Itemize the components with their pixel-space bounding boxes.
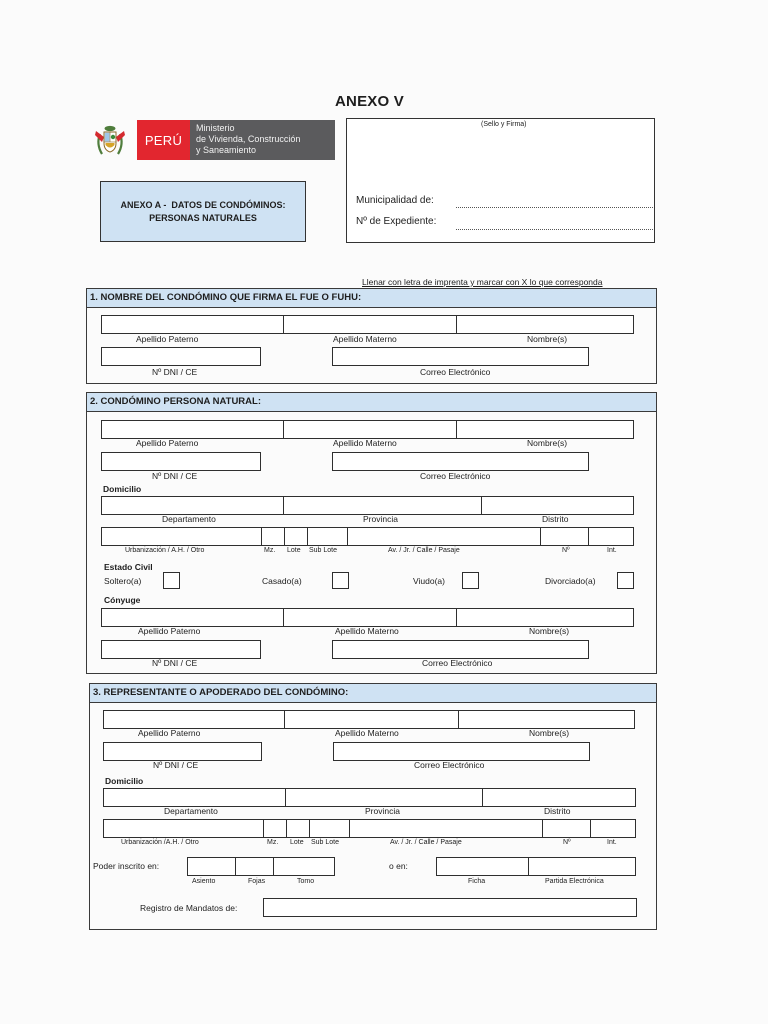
s3-ficha-input[interactable] [436, 857, 529, 876]
s3-email-input[interactable] [333, 742, 590, 761]
s3-departamento-label: Departamento [164, 806, 218, 816]
s2-conyuge-apellido-paterno-input[interactable] [101, 608, 284, 627]
logo-ministry-line-2: de Vivienda, Construcción [196, 134, 301, 144]
s2-conyuge-email-label: Correo Electrónico [422, 658, 493, 668]
s3-interior-input[interactable] [590, 819, 636, 838]
s2-apellido-paterno-input[interactable] [101, 420, 284, 439]
s3-distrito-input[interactable] [482, 788, 636, 807]
s2-estado-civil-heading: Estado Civil [104, 562, 153, 572]
s2-casado-checkbox[interactable] [332, 572, 349, 589]
s3-partida-electronica-input[interactable] [528, 857, 636, 876]
fill-instructions: Llenar con letra de imprenta y marcar con X lo que corresponda [362, 277, 603, 287]
s2-conyuge-nombres-label: Nombre(s) [529, 626, 570, 636]
s2-provincia-label: Provincia [363, 514, 398, 524]
s2-distrito-input[interactable] [481, 496, 634, 515]
s1-nombres-input[interactable] [456, 315, 634, 334]
s3-interior-label: Int. [607, 839, 617, 846]
s3-domicilio-heading: Domicilio [105, 776, 144, 786]
s3-o-en-label: o en: [389, 861, 408, 871]
logo-country-block [137, 120, 190, 160]
s3-poder-label: Poder inscrito en: [93, 861, 160, 871]
s2-sub-lote-input[interactable] [307, 527, 348, 546]
s2-apellido-paterno-label: Apellido Paterno [136, 438, 199, 448]
s2-domicilio-heading: Domicilio [103, 484, 142, 494]
municipalidad-label: Municipalidad de: [356, 195, 434, 206]
annex-box-line-1: ANEXO A - DATOS DE CONDÓMINOS: [120, 199, 286, 210]
s2-manzana-label: Mz. [264, 547, 276, 554]
s3-numero-label: Nº [563, 839, 571, 846]
s3-asiento-input[interactable] [187, 857, 236, 876]
logo-ministry-block [190, 120, 335, 160]
s3-calle-input[interactable] [349, 819, 543, 838]
s3-lote-label: Lote [290, 839, 304, 846]
annex-box-line-2: PERSONAS NATURALES [149, 212, 257, 223]
s2-email-label: Correo Electrónico [420, 471, 491, 481]
s3-email-label: Correo Electrónico [414, 760, 485, 770]
annex-box [100, 181, 306, 242]
s2-conyuge-heading: Cónyuge [104, 595, 141, 605]
s2-interior-input[interactable] [588, 527, 634, 546]
s2-distrito-label: Distrito [542, 514, 569, 524]
s3-provincia-input[interactable] [285, 788, 483, 807]
s2-lote-label: Lote [287, 547, 301, 554]
s3-calle-label: Av. / Jr. / Calle / Pasaje [390, 839, 462, 846]
s3-numero-input[interactable] [542, 819, 591, 838]
s3-registro-mandatos-input[interactable] [263, 898, 637, 917]
expediente-line[interactable] [456, 229, 653, 230]
s2-departamento-label: Departamento [162, 514, 216, 524]
ministry-logo [94, 120, 336, 160]
s3-urbanizacion-input[interactable] [103, 819, 264, 838]
s2-dni-input[interactable] [101, 452, 261, 471]
s1-apellido-materno-input[interactable] [283, 315, 457, 334]
s2-conyuge-apellido-paterno-label: Apellido Paterno [138, 626, 201, 636]
s2-soltero-checkbox[interactable] [163, 572, 180, 589]
logo-ministry-line-1: Ministerio [196, 123, 235, 133]
s3-tomo-input[interactable] [273, 857, 335, 876]
s3-distrito-label: Distrito [544, 806, 571, 816]
s1-apellido-materno-label: Apellido Materno [333, 334, 397, 344]
s2-calle-label: Av. / Jr. / Calle / Pasaje [388, 547, 460, 554]
logo-country-text: PERÚ [144, 132, 183, 148]
s2-urbanizacion-label: Urbanización / A.H. / Otro [125, 547, 205, 554]
s3-ficha-label: Ficha [468, 878, 486, 885]
s3-dni-label: Nº DNI / CE [153, 760, 199, 770]
s2-urbanizacion-input[interactable] [101, 527, 262, 546]
s1-email-label: Correo Electrónico [420, 367, 491, 377]
s3-departamento-input[interactable] [103, 788, 286, 807]
s3-manzana-label: Mz. [267, 839, 279, 846]
document-title: ANEXO V [335, 93, 404, 110]
s2-soltero-label: Soltero(a) [104, 576, 142, 586]
s2-conyuge-apellido-materno-label: Apellido Materno [335, 626, 399, 636]
s2-calle-input[interactable] [347, 527, 541, 546]
s3-provincia-label: Provincia [365, 806, 400, 816]
s2-provincia-input[interactable] [283, 496, 482, 515]
stamp-box[interactable] [346, 118, 655, 243]
stamp-caption: (Sello y Firma) [481, 121, 527, 128]
s3-asiento-label: Asiento [192, 878, 216, 885]
s3-nombres-label: Nombre(s) [529, 728, 570, 738]
s3-partida-electronica-label: Partida Electrónica [545, 878, 604, 885]
s3-fojas-label: Fojas [248, 878, 266, 885]
s3-sub-lote-label: Sub Lote [311, 839, 340, 846]
section-3-title: 3. REPRESENTANTE O APODERADO DEL CONDÓMINO: [90, 684, 656, 703]
s2-viudo-checkbox[interactable] [462, 572, 479, 589]
s3-dni-input[interactable] [103, 742, 262, 761]
section-1-title: 1. NOMBRE DEL CONDÓMINO QUE FIRMA EL FUE O FUHU: [87, 289, 656, 308]
s1-nombres-label: Nombre(s) [527, 334, 568, 344]
s1-email-input[interactable] [332, 347, 589, 366]
s2-dni-label: Nº DNI / CE [152, 471, 198, 481]
s2-divorciado-label: Divorciado(a) [545, 576, 596, 586]
peru-coat-of-arms-icon [94, 123, 126, 159]
logo-ministry-line-3: y Saneamiento [196, 145, 257, 155]
s1-apellido-paterno-input[interactable] [101, 315, 284, 334]
s1-dni-input[interactable] [101, 347, 261, 366]
s2-apellido-materno-label: Apellido Materno [333, 438, 397, 448]
s2-conyuge-nombres-input[interactable] [456, 608, 634, 627]
s3-manzana-input[interactable] [263, 819, 287, 838]
s2-numero-input[interactable] [540, 527, 589, 546]
s2-sub-lote-label: Sub Lote [309, 547, 338, 554]
s2-nombres-label: Nombre(s) [527, 438, 568, 448]
s2-departamento-input[interactable] [101, 496, 284, 515]
s2-numero-label: Nº [562, 547, 570, 554]
s1-dni-label: Nº DNI / CE [152, 367, 198, 377]
s3-apellido-materno-label: Apellido Materno [335, 728, 399, 738]
s3-nombres-input[interactable] [458, 710, 635, 729]
s3-lote-input[interactable] [286, 819, 310, 838]
s2-interior-label: Int. [607, 547, 617, 554]
s2-casado-label: Casado(a) [262, 576, 302, 586]
s2-email-input[interactable] [332, 452, 589, 471]
s2-conyuge-apellido-materno-input[interactable] [283, 608, 457, 627]
expediente-label: Nº de Expediente: [356, 216, 437, 227]
s2-apellido-materno-input[interactable] [283, 420, 457, 439]
s3-sub-lote-input[interactable] [309, 819, 350, 838]
s2-conyuge-email-input[interactable] [332, 640, 589, 659]
s2-nombres-input[interactable] [456, 420, 634, 439]
s3-urbanizacion-label: Urbanización /A.H. / Otro [121, 839, 199, 846]
s3-apellido-paterno-label: Apellido Paterno [138, 728, 201, 738]
s2-manzana-input[interactable] [261, 527, 285, 546]
s1-apellido-paterno-label: Apellido Paterno [136, 334, 199, 344]
s2-conyuge-dni-label: Nº DNI / CE [152, 658, 198, 668]
s3-fojas-input[interactable] [235, 857, 274, 876]
s3-apellido-materno-input[interactable] [284, 710, 459, 729]
section-2-title: 2. CONDÓMINO PERSONA NATURAL: [87, 393, 656, 412]
s2-conyuge-dni-input[interactable] [101, 640, 261, 659]
s3-registro-mandatos-label: Registro de Mandatos de: [140, 903, 238, 913]
municipalidad-line[interactable] [456, 207, 653, 208]
s2-divorciado-checkbox[interactable] [617, 572, 634, 589]
s3-tomo-label: Tomo [297, 878, 315, 885]
s3-apellido-paterno-input[interactable] [103, 710, 285, 729]
s2-lote-input[interactable] [284, 527, 308, 546]
s2-viudo-label: Viudo(a) [413, 576, 445, 586]
